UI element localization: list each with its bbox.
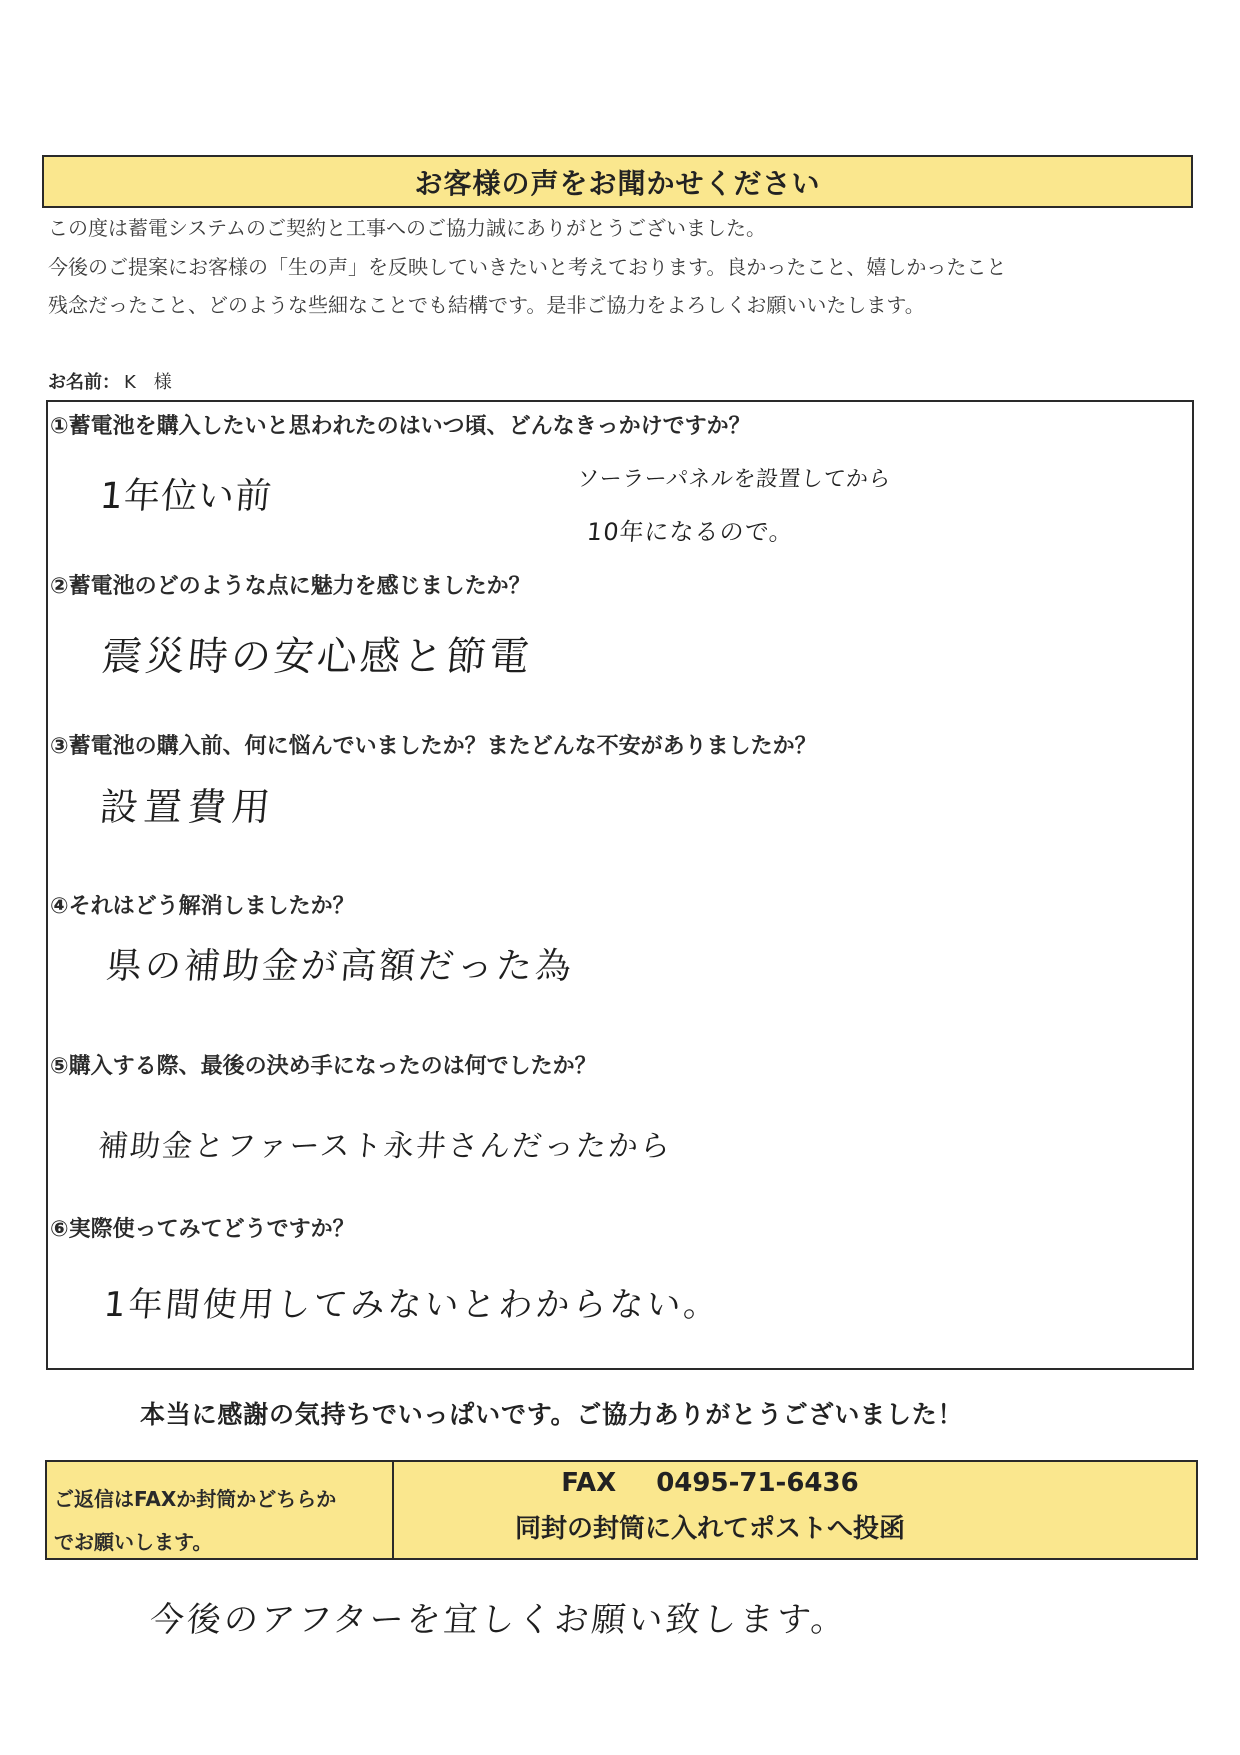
questionnaire-box bbox=[46, 400, 1194, 1370]
reply-note-line-2: でお願いします。 bbox=[54, 1530, 213, 1554]
fax-line bbox=[394, 1462, 1026, 1508]
customer-name-row bbox=[48, 368, 172, 398]
name-value: K 様 bbox=[124, 372, 172, 393]
reply-contact-info bbox=[394, 1462, 1196, 1558]
handwritten-closing-note: 今後のアフターを宜しくお願い致します。 bbox=[148, 1600, 850, 1640]
fax-label: FAX bbox=[561, 1468, 617, 1498]
intro-text bbox=[48, 209, 1198, 325]
answer-3: 設置費用 bbox=[98, 785, 278, 829]
answer-1-part-2: ソーラーパネルを設置してから bbox=[575, 467, 893, 492]
question-2: ②蓄電池のどのような点に魅力を感じましたか？ bbox=[50, 574, 531, 599]
question-6: ⑥実際使ってみてどうですか？ bbox=[50, 1217, 355, 1242]
answer-6: 1年間使用してみないとわからない。 bbox=[102, 1285, 723, 1325]
form-title: お客様の声をお聞かせください bbox=[414, 166, 821, 200]
reply-method-note bbox=[47, 1462, 394, 1558]
reply-note-line-1: ご返信はFAXか封筒かどちらか bbox=[54, 1487, 337, 1511]
reply-instructions-box bbox=[45, 1460, 1198, 1560]
fax-number: 0495-71-6436 bbox=[656, 1468, 859, 1498]
answer-2: 震災時の安心感と節電 bbox=[99, 634, 535, 680]
answer-4: 県の補助金が高額だった為 bbox=[104, 946, 576, 987]
answer-1-part-3: 10年になるので。 bbox=[585, 518, 796, 546]
name-label: お名前： bbox=[48, 372, 120, 393]
intro-line-2: 今後のご提案にお客様の「生の声」を反映していきたいと考えております。良かったこと、嬉しかったこと bbox=[48, 254, 1007, 279]
title-banner bbox=[42, 155, 1193, 208]
intro-line-1: この度は蓄電システムのご契約と工事へのご協力誠にありがとうございました。 bbox=[48, 216, 766, 240]
post-instruction: 同封の封筒に入れてポストへ投函 bbox=[514, 1514, 905, 1544]
question-3: ③蓄電池の購入前、何に悩んでいましたか？またどんな不安がありましたか？ bbox=[50, 734, 817, 759]
thanks-message: 本当に感謝の気持ちでいっぱいです。ご協力ありがとうございました！ bbox=[140, 1400, 964, 1429]
answer-1-part-1: 1年位い前 bbox=[98, 476, 274, 517]
question-1: ①蓄電池を購入したいと思われたのはいつ頃、どんなきっかけですか？ bbox=[50, 414, 751, 439]
question-4: ④それはどう解消しましたか？ bbox=[50, 894, 355, 919]
answer-5: 補助金とファースト永井さんだったから bbox=[96, 1129, 674, 1164]
question-5: ⑤購入する際、最後の決め手になったのは何でしたか？ bbox=[50, 1054, 597, 1079]
intro-line-3: 残念だったこと、どのような些細なことでも結構です。是非ご協力をよろしくお願いいたします。 bbox=[48, 293, 925, 317]
